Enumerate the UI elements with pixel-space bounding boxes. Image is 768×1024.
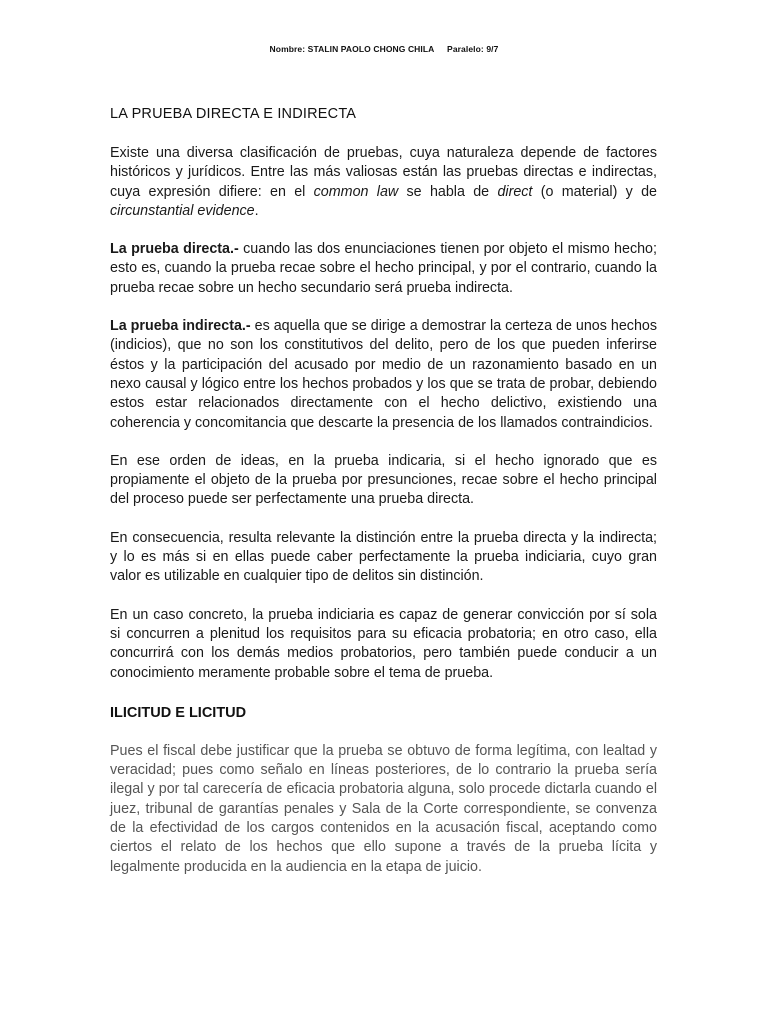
intro-text-3: (o material) y de [532,183,657,200]
document-body [110,104,657,877]
name-value: STALIN PAOLO CHONG CHILA [307,44,435,54]
indirecta-text: es aquella que se dirige a demostrar la certeza de unos hechos (indicios), que no son los constitutivos del delito, pero de los que pueden inferirse éstos y la participación del acusado por medio de un razonamiento basado en un nexo causal y lógico entre los hechos probados y los que se trata de probar, debiendo estos estar relacionados directamente con el hecho delictivo, existiendo una coherencia y concomitancia que descarte la presencia de los llamados contraindicios. [110,318,657,431]
indirecta-term: La prueba indirecta.- [110,318,251,335]
page-header [0,44,768,54]
name-label: Nombre: [269,44,306,54]
intro-term-direct: direct [497,183,533,200]
paralelo-label: Paralelo: [447,44,484,54]
paralelo-value: 9/7 [486,44,499,54]
intro-text-1: Existe una diversa clasificación de pruebas, cuya naturaleza depende de factores históricos y jurídicos. Entre las más valiosas están las pruebas directas e indirectas, cuya expresión difiere: en el [110,145,657,200]
body-paragraph: En consecuencia, resulta relevante la distinción entre la prueba directa y la indirecta; y lo es más si en ellas puede caber perfectamente la prueba indiciaria, cuyo gran valor es utilizable en cualquier tipo de delitos sin distinción. [110,529,657,585]
directa-text: cuando las dos enunciaciones tienen por objeto el mismo hecho; esto es, cuando la prueba recae sobre el hecho principal, y por el contrario, cuando la prueba recae sobre un hecho secundario será prueba indirecta. [110,241,657,296]
section-heading: ILICITUD E LICITUD [110,704,247,721]
document-title: LA PRUEBA DIRECTA E INDIRECTA [110,106,357,122]
body-paragraph: En un caso concreto, la prueba indiciaria es capaz de generar convicción por sí sola si concurren a plenitud los requisitos para su eficacia probatoria; en otro caso, ella concurrirá con los demás medios probatorios, pero también puede conducir a un conocimiento meramente probable sobre el tema de prueba. [110,606,657,681]
intro-text-4: . [254,202,259,219]
intro-term-circumstantial: circunstantial evidence [110,202,255,219]
intro-text-2: se habla de [398,183,498,200]
directa-term: La prueba directa.- [110,241,239,258]
directa-paragraph [110,240,657,298]
body-paragraph: En ese orden de ideas, en la prueba indicaria, si el hecho ignorado que es propiamente el objeto de la prueba por presunciones, recae sobre el hecho principal del proceso puede ser perfectamente una prueba directa. [110,452,657,508]
intro-paragraph [110,144,657,221]
section-paragraph: Pues el fiscal debe justificar que la prueba se obtuvo de forma legítima, con lealtad y veracidad; pues como señalo en líneas posteriores, de lo contrario la prueba sería ilegal y por tal carecería de eficacia probatoria alguna, solo procede dictarla cuando el juez, tribunal de garantías penales y Sala de la Corte correspondiente, se convenza de la efectividad de los cargos contenidos en la acusación fiscal, aceptando como ciertos el relato de los hechos que ello supone a través de la prueba lícita y legalmente producida en la audiencia en la etapa de juicio. [110,742,657,875]
indirecta-paragraph [110,317,657,433]
intro-term-common-law: common law [313,183,399,200]
